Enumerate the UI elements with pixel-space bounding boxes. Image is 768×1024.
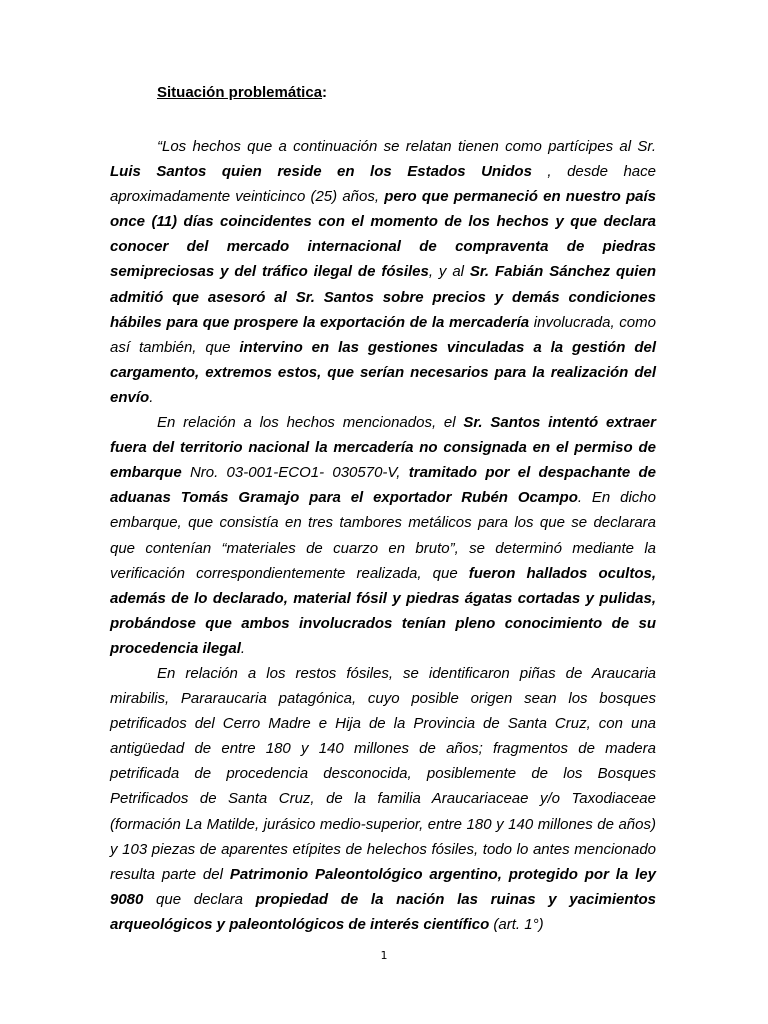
bold-text-run: tramitado por el despachante de aduanas Tomás Gramajo para el exportador Rubén Ocampo [110, 464, 656, 507]
bold-text-run: Sr. Santos intentó extraer fuera del territorio nacional la mercadería no consignada en el permiso de embarque [110, 414, 656, 482]
bold-text-run: Luis Santos quien reside en los Estados Unidos [110, 163, 532, 181]
text-run: involucrada, como así también, que [110, 313, 656, 356]
bold-text-run: Sr. Fabián Sánchez quien admitió que asesoró al Sr. Santos sobre precios y demás condiciones hábiles para que prospere la exportación de la mercadería [110, 263, 656, 331]
text-run: Nro. 03-001-ECO1- 030570-V, [181, 464, 409, 482]
text-run: En relación a los hechos mencionados, el [157, 414, 464, 432]
text-run: . En dicho embarque, que consistía en tres tambores metálicos para los que se declarara que contenían “materiales de cuarzo en bruto”, se determinó mediante la verificación correspondientemente realizada, que [110, 489, 656, 582]
page-number: 1 [380, 949, 388, 962]
bold-text-run: propiedad de la nación las ruinas y yacimientos arqueológicos y paleontológicos de interés científico [110, 890, 656, 933]
section-heading-title: Situación problemática [157, 84, 323, 101]
bold-text-run: intervino en las gestiones vinculadas a la gestión del cargamento, extremos estos, que serían necesarios para la realización del envío [110, 338, 656, 406]
section-heading-suffix: : [322, 84, 328, 101]
text-run: . [240, 639, 246, 657]
bold-text-run: pero que permaneció en nuestro país once (11) días coincidentes con el momento de los hechos y que declara conocer del mercado internacional de compraventa de piedras semipreciosas y del tráfico ilegal de fósiles [110, 188, 657, 281]
paragraph [110, 661, 656, 937]
text-run: , y al [428, 263, 470, 281]
text-run: En relación a los restos fósiles, se identificaron piñas de Araucaria mirabilis, Pararaucaria patagónica, cuyo posible origen sean los bosques petrificados del Cerro Madre e Hija de la Provincia de Santa Cruz, con una antigüedad de entre 180 y 140 millones de años; fragmentos de madera petrificada de procedencia desconocida, posiblemente de los Bosques Petrificados de Santa Cruz, de la familia Araucariaceae y/o Taxodiaceae (formación La Matilde, jurásico medio-superior, entre 180 y 140 millones de años) y 103 piezas de aparentes etípites de helechos fósiles, todo lo antes mencionado resulta parte del [110, 664, 656, 883]
paragraph [110, 134, 656, 410]
text-run: . [149, 388, 154, 406]
text-run: , desde hace aproximadamente veinticinco (25) años, [110, 163, 656, 206]
section-heading [157, 84, 327, 101]
paragraph [110, 410, 656, 661]
bold-text-run: fueron hallados ocultos, además de lo declarado, material fósil y piedras ágatas cortadas y pulidas, probándose que ambos involucrados tenían pleno conocimiento de su procedencia ilegal [110, 564, 656, 657]
text-run: (art. 1°) [489, 915, 544, 933]
text-run: que declara [143, 890, 256, 908]
document-body [110, 134, 656, 937]
bold-text-run: Patrimonio Paleontológico argentino, protegido por la ley 9080 [110, 865, 656, 908]
text-run: “Los hechos que a continuación se relatan tienen como partícipes al Sr. [157, 138, 656, 155]
